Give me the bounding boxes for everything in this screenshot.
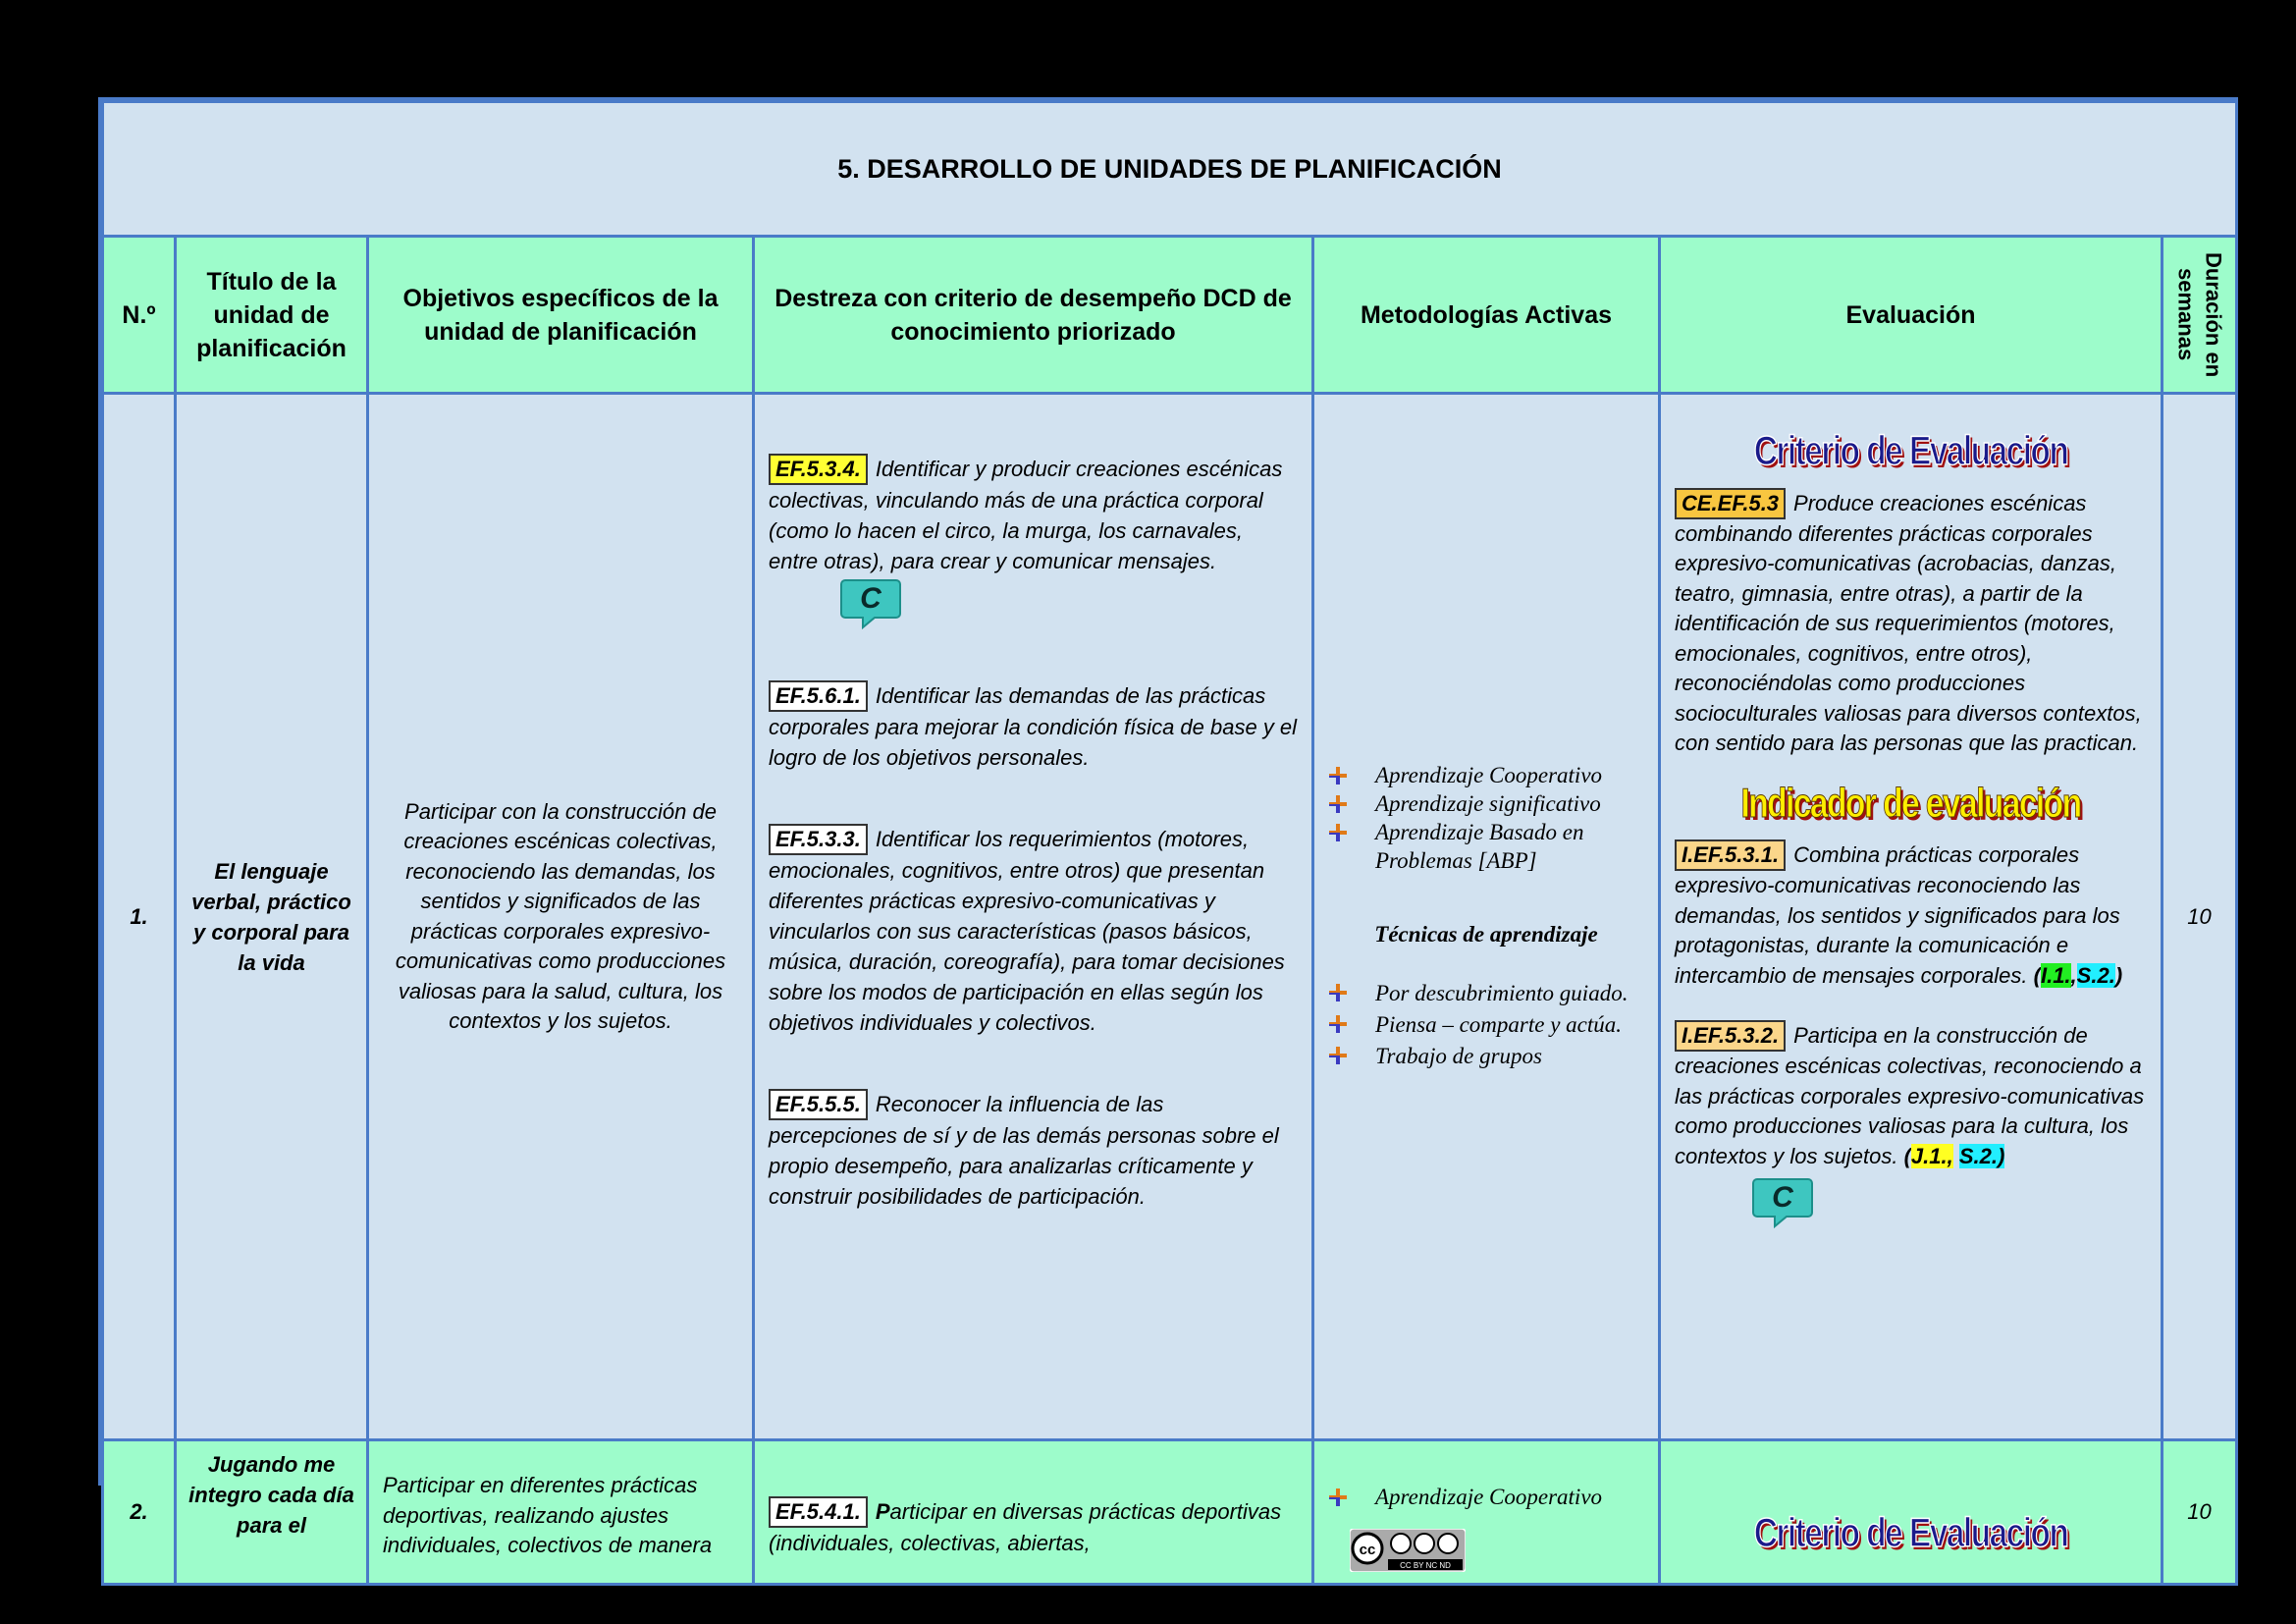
header-duration	[2163, 237, 2237, 394]
svg-text:cc: cc	[1359, 1542, 1376, 1558]
header-methodologies: Metodologías Activas	[1313, 237, 1660, 394]
duration: 10	[2163, 394, 2237, 1440]
list-item: Aprendizaje Basado en Problemas [ABP]	[1326, 818, 1646, 875]
header-duration-label: Duración en semanas	[2173, 251, 2226, 378]
methodologies-list	[1326, 761, 1646, 875]
evaluation-cell	[1660, 394, 2163, 1440]
cross-bullet-icon	[1329, 824, 1347, 841]
header-unit-title: Título de la unidad de planificación	[176, 237, 368, 394]
criterion-heading: Criterio de Evaluación	[1753, 1509, 2068, 1555]
evaluation-cell	[1660, 1440, 2163, 1585]
svg-text:C: C	[1772, 1181, 1793, 1214]
cross-bullet-icon	[1329, 1047, 1347, 1064]
list-item: Por descubrimiento guiado.	[1326, 978, 1646, 1009]
indicator-code: I.EF.5.3.1.	[1675, 839, 1786, 871]
indicator-tag: S.2.)	[1958, 1143, 2005, 1168]
indicator-tag: J.1.,	[1910, 1143, 1953, 1168]
chat-c-icon	[1751, 1175, 1814, 1228]
dcd-text: Identificar las demandas de las prácticas corporales para mejorar la condición física de base y el logro de los objetivos personales.	[769, 683, 1298, 770]
dcd-text: Identificar los requerimientos (motores, emocionales, cognitivos, entre otros) que presentan diferentes prácticas expresivo-comunicativas y vincularlos con sus características (pasos básicos, música, duración, coreografía), para tomar decisiones sobre los modos de participación en ellas según los objetivos individuales y colectivos.	[769, 827, 1285, 1035]
cross-bullet-icon	[1329, 1489, 1347, 1506]
dcd-item	[769, 1089, 1298, 1212]
indicator-tag: I.1.	[2040, 962, 2071, 988]
cross-bullet-icon	[1329, 795, 1347, 813]
indicator-code: I.EF.5.3.2.	[1675, 1020, 1786, 1052]
indicator-block: I.EF.5.3.2. Participa en la construcción de creaciones escénicas colectivas, reconociendo a las prácticas corporales expresivo-comunicativas como producciones valiosas para la cultura, los contextos y los sujetos. (J.1., S.2.)	[1675, 1020, 2147, 1171]
header-num: N.º	[103, 237, 176, 394]
list-item: Aprendizaje Cooperativo	[1326, 1483, 1646, 1511]
dcd-code: EF.5.3.3.	[769, 824, 868, 855]
criterion-block	[1675, 488, 2147, 759]
list-item: Trabajo de grupos	[1326, 1041, 1646, 1072]
list-item: Aprendizaje significativo	[1326, 789, 1646, 818]
list-item: Piensa – comparte y actúa.	[1326, 1009, 1646, 1041]
cross-bullet-icon	[1329, 1015, 1347, 1033]
table-row	[103, 1440, 2237, 1585]
dcd-text: Identificar y producir creaciones escénicas colectivas, vinculando más de una práctica corporal (como lo hacen el circo, la murga, los carnavales, entre otras), para crear y comunicar mensajes.	[769, 457, 1283, 573]
indicator-text: Participa en la construcción de creaciones escénicas colectivas, reconociendo a las prácticas corporales expresivo-comunicativas como producciones valiosas para la cultura, los contextos y los sujetos.	[1675, 1023, 2145, 1168]
cross-bullet-icon	[1329, 984, 1347, 1001]
dcd-cell	[754, 394, 1313, 1440]
indicator-heading: Indicador de evaluación	[1740, 779, 2081, 826]
criterion-code: CE.EF.5.3	[1675, 488, 1786, 519]
criterion-text: Produce creaciones escénicas combinando diferentes prácticas corporales expresivo-comunicativas (acrobacias, danzas, teatro, gimnasia, entre otras), a partir de la identificación de sus requerimientos (motores, emocionales, cognitivos, entre otros), reconociéndolas como producciones socioculturales valiosas para diversos contextos, con sentido para las personas que las practican.	[1675, 490, 2142, 755]
dcd-code: EF.5.3.4.	[769, 454, 868, 485]
duration: 10	[2163, 1440, 2237, 1585]
planning-document	[98, 97, 2238, 1558]
dcd-item	[769, 680, 1298, 773]
row-number: 2.	[103, 1440, 176, 1585]
dcd-item	[769, 454, 1298, 629]
dcd-code: EF.5.6.1.	[769, 680, 868, 712]
unit-objective: Participar en diferentes prácticas deportivas, realizando ajustes individuales, colectivos de manera	[368, 1440, 754, 1585]
row-number: 1.	[103, 394, 176, 1440]
table-row	[103, 394, 2237, 1440]
cc-license-icon	[1350, 1529, 1466, 1572]
section-title: 5. DESARROLLO DE UNIDADES DE PLANIFICACIÓN	[103, 102, 2237, 237]
unit-title: El lenguaje verbal, práctico y corporal para la vida	[176, 394, 368, 1440]
unit-title: Jugando me integro cada día para el	[176, 1440, 368, 1585]
dcd-item	[769, 824, 1298, 1038]
dcd-text: articipar en diversas prácticas deportivas (individuales, colectivas, abiertas,	[769, 1498, 1282, 1555]
cc-license-label: CC BY NC ND	[1400, 1561, 1451, 1570]
list-item: Aprendizaje Cooperativo	[1326, 761, 1646, 789]
dcd-code: EF.5.4.1.	[769, 1496, 868, 1528]
dcd-cell: EF.5.4.1. Participar en diversas prácticas deportivas (individuales, colectivas, abiertas,	[754, 1440, 1313, 1585]
chat-c-icon	[839, 576, 902, 629]
indicator-tag: S.2.	[2076, 962, 2115, 988]
header-objectives: Objetivos específicos de la unidad de planificación	[368, 237, 754, 394]
header-evaluation: Evaluación	[1660, 237, 2163, 394]
dcd-code: EF.5.5.5.	[769, 1089, 868, 1120]
planning-table	[101, 100, 2238, 1586]
indicator-block: I.EF.5.3.1. Combina prácticas corporales expresivo-comunicativas reconociendo las demandas, los sentidos y significados para los protagonistas, durante la comunicación e intercambio de mensajes corporales. (I.1.,S.2.)	[1675, 839, 2147, 991]
dcd-text: Reconocer la influencia de las percepciones de sí y de las demás personas sobre el propio desempeño, para analizarlas críticamente y construir posibilidades de participación.	[769, 1092, 1279, 1209]
indicator-text: Combina prácticas corporales expresivo-comunicativas reconociendo las demandas, los sentidos y significados para los protagonistas, durante la comunicación e intercambio de mensajes corporales.	[1675, 842, 2120, 988]
techniques-title: Técnicas de aprendizaje	[1374, 922, 1598, 947]
header-dcd: Destreza con criterio de desempeño DCD de conocimiento priorizado	[754, 237, 1313, 394]
cross-bullet-icon	[1329, 767, 1347, 785]
svg-text:C: C	[860, 582, 881, 615]
methodologies-cell	[1313, 394, 1660, 1440]
criterion-heading: Criterio de Evaluación	[1753, 427, 2068, 473]
unit-objective: Participar con la construcción de creaciones escénicas colectivas, reconociendo las demandas, los sentidos y significados de las prácticas corporales expresivo-comunicativas como producciones valiosas para la salud, cultura, los contextos y los sujetos.	[368, 394, 754, 1440]
techniques-list	[1326, 978, 1646, 1072]
